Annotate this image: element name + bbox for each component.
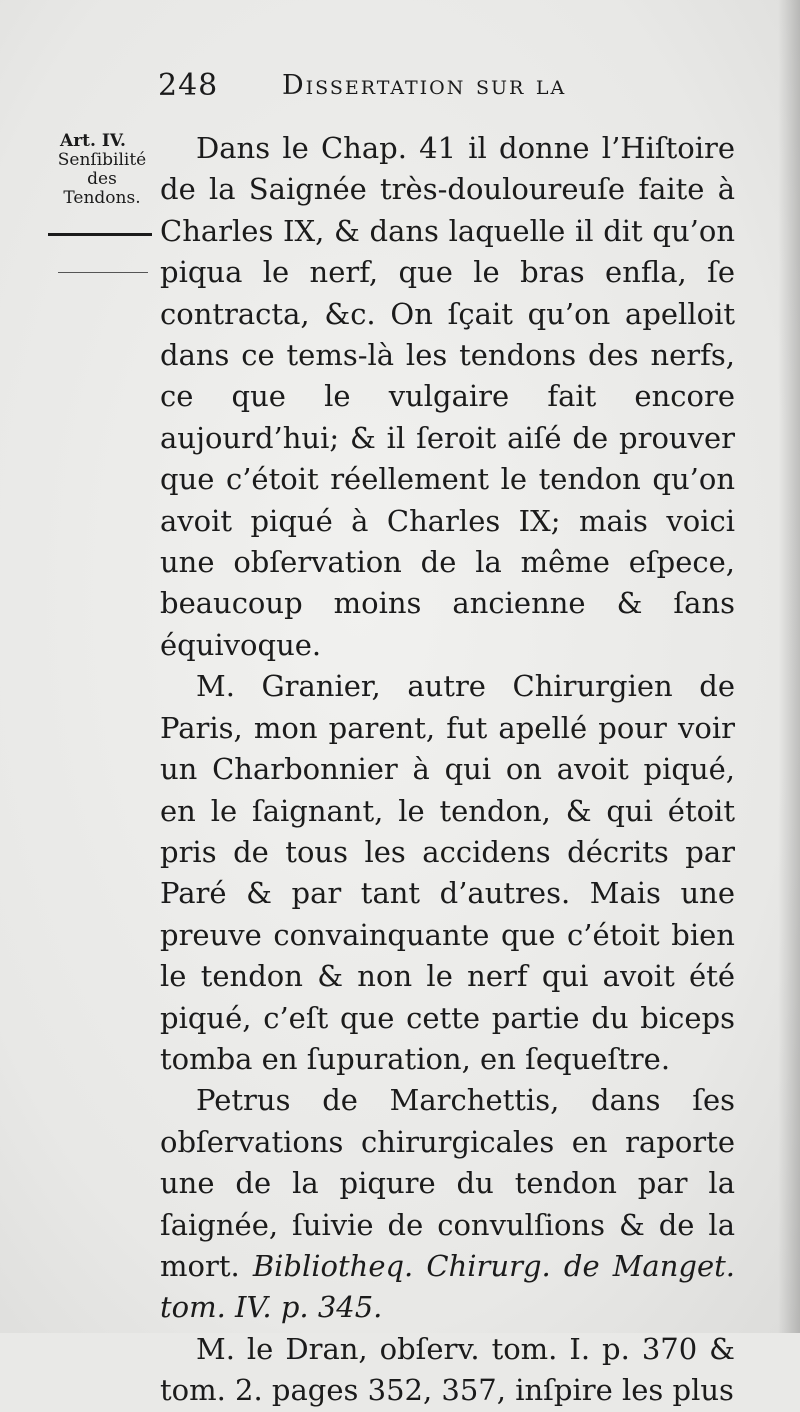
margin-dash [58,272,148,273]
page-number: 248 [158,68,219,103]
running-title: Dissertation sur la [282,70,567,101]
page-edge-shadow [778,0,800,1333]
paragraph-4: M. le Dran, obſerv. tom. I. p. 370 & tom. 2. pages 352, 357, inſpire les plus [160,1331,735,1408]
margin-rule [48,233,152,236]
body-text [160,128,735,1412]
paragraph-3-text: Petrus de Marchettis, dans ſes obſervations chirurgicales en raporte une de la piqure du tendon par la ſaignée, ſuivie de convulſions & de la mort. [160,1083,735,1283]
margin-note-line-3: Tendons. [63,188,141,208]
paragraph-2: M. Granier, autre Chirurgien de Paris, mon parent, fut apellé pour voir un Charbonnier à qui on avoit piqué, en le ſaignant, le tendon, & qui étoit pris de tous les accidens décrits par Paré & par tant d’autres. Mais une preuve convainquante que c’étoit bien le tendon & non le nerf qui avoit été piqué, c’eſt que cette partie du biceps tomba en ſupuration, en ſequeſtre. [160,669,735,1076]
margin-note-line-2: des [87,169,117,189]
paragraph-3 [160,1080,735,1328]
citation: Bibliotheq. Chirurg. de Manget. tom. IV. p. 345. [160,1248,735,1325]
margin-note-line-1: Senſibilité [57,150,147,170]
margin-note-article: Art. IV. [60,131,126,151]
page-header [158,68,718,108]
paragraph-1: Dans le Chap. 41 il donne l’Hiſtoire de la Saignée très-douloureuſe faite à Charles IX, & dans laquelle il dit qu’on piqua le nerf, que le bras enfla, ſe contracta, &c. On ſçait qu’on apelloit dans ce tems-là les tendons des nerfs, ce que le vulgaire fait encore aujourd’hui; & il ſeroit aiſé de prouver que c’étoit réellement le tendon qu’on avoit piqué à Charles IX; mais voici une obſervation de la même eſpece, beaucoup moins ancienne & ſans équivoque. [160,131,735,662]
margin-note [44,132,160,208]
